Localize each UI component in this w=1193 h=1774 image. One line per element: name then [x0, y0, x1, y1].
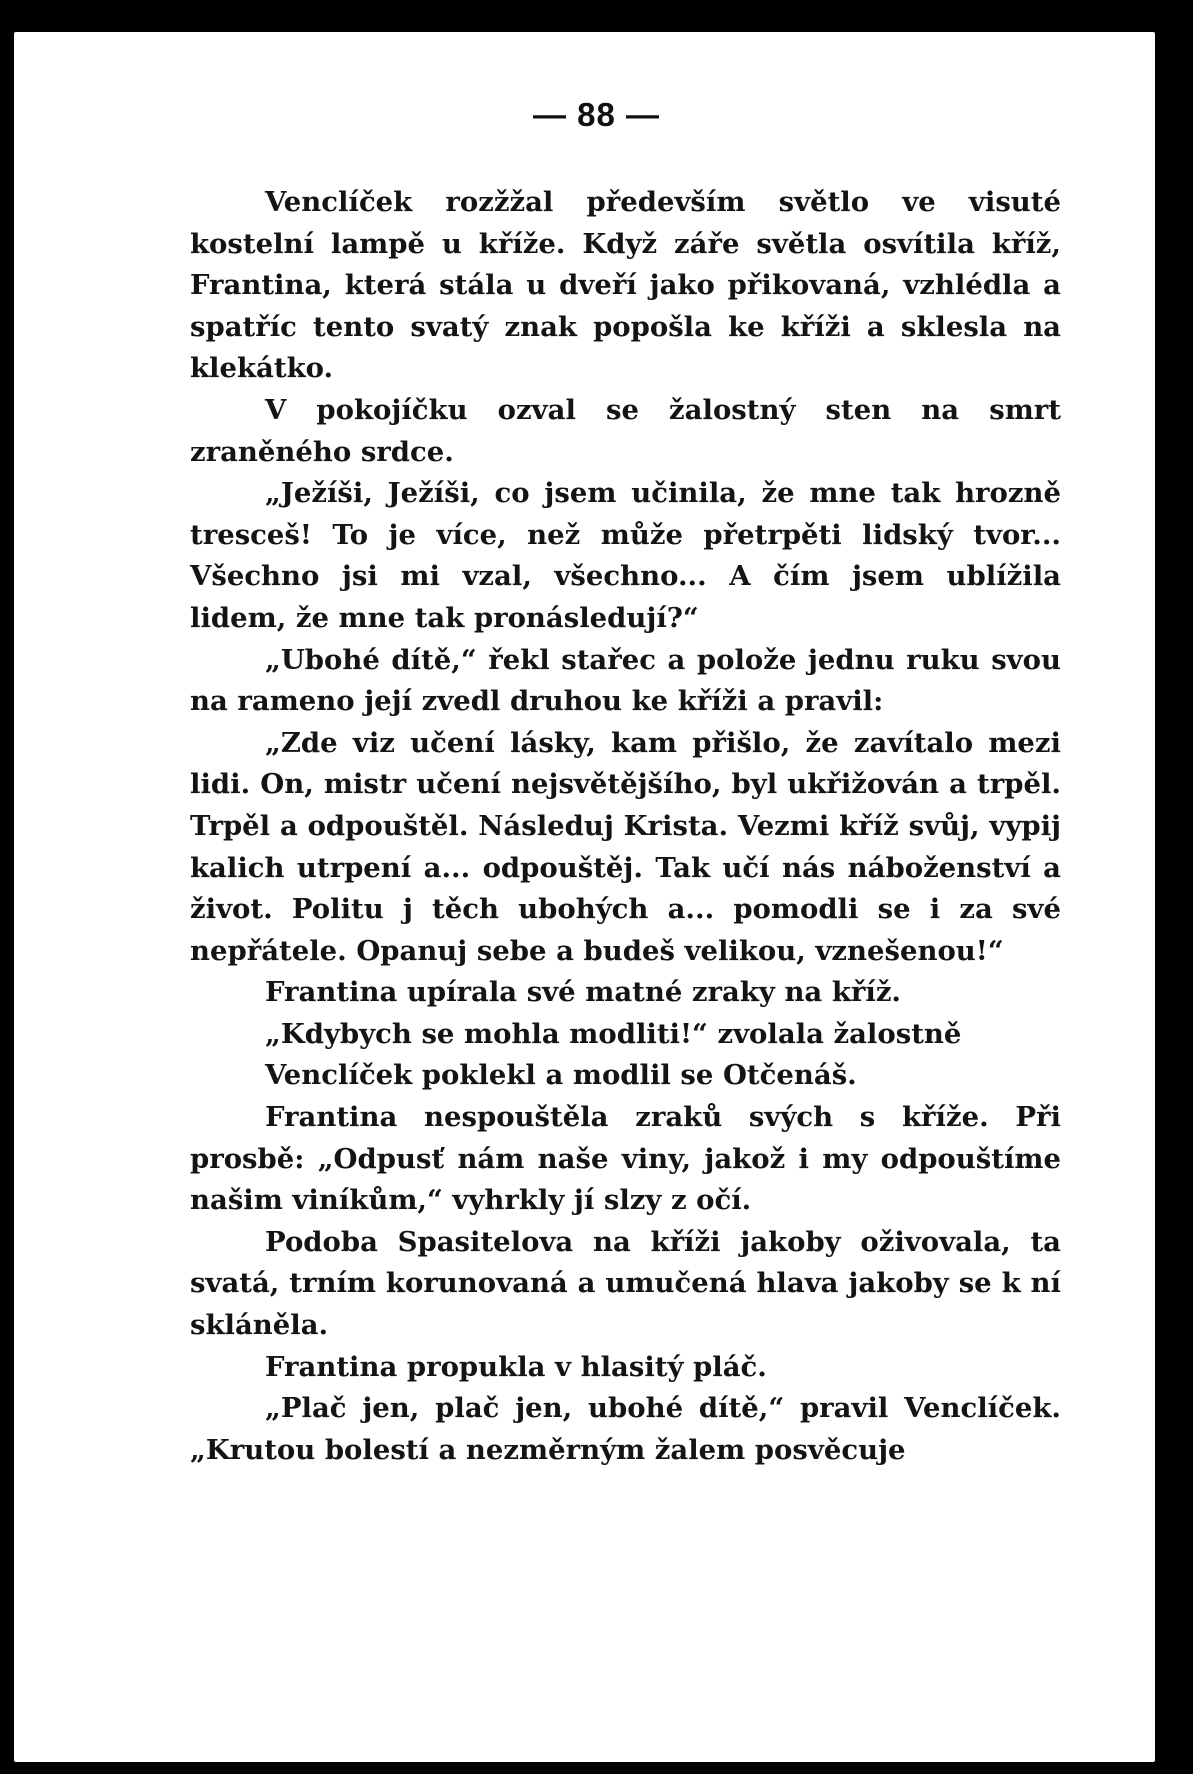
paragraph: Venclíček poklekl a modlil se Otčenáš. [265, 1059, 857, 1092]
paragraph: „Zde viz učení lásky, kam přišlo, že zavítalo mezi lidi. On, mistr učení nejsvětějšího, byl ukřižován a trpěl. Trpěl a odpouštěl. Následuj Krista. Vezmi kříž svůj, vypij kalich utrpení a... odpouštěj. Tak učí nás náboženství a život. Politu j těch ubohých a... pomodli se i za své nepřátele. Opanuj sebe a budeš velikou, vznešenou!“ [190, 726, 1061, 967]
paragraph: Frantina upírala své matné zraky na kříž. [265, 976, 902, 1009]
paragraph: Frantina propukla v hlasitý pláč. [265, 1350, 767, 1383]
scan-border-bottom [0, 1762, 1193, 1774]
paragraph: Venclíček rozžžal především světlo ve visuté kostelní lampě u kříže. Když záře světla osvítila kříž, Frantina, která stála u dveří jako přikovaná, vzhlédla a spatříc tento svatý znak popošla ke kříži a sklesla na klekátko. [190, 186, 1061, 385]
paragraph: Podoba Spasitelova na kříži jakoby oživovala, ta svatá, trním korunovaná a umučená hlava jakoby se k ní skláněla. [190, 1225, 1061, 1342]
body-text [190, 182, 1061, 1471]
paragraph: „Kdybych se mohla modliti!“ zvolala žalostně [265, 1017, 962, 1050]
paragraph: „Ubohé dítě,“ řekl stařec a polože jednu ruku svou na rameno její zvedl druhou ke kříži a pravil: [190, 643, 1061, 718]
paragraph: „Plač jen, plač jen, ubohé dítě,“ pravil Venclíček. „Krutou bolestí a nezměrným žalem posvěcuje [190, 1392, 1061, 1466]
scan-border-right [1163, 0, 1193, 1774]
paragraph: Frantina nespouštěla zraků svých s kříže. Při prosbě: „Odpusť nám naše viny, jakož i my odpouštíme našim viníkům,“ vyhrkly jí slzy z očí. [190, 1101, 1061, 1217]
paragraph: „Ježíši, Ježíši, co jsem učinila, že mne tak hrozně tresceš! To je více, než může přetrpěti lidský tvor... Všechno jsi mi vzal, všechno... A čím jsem ublížila lidem, že mne tak pronásledují?“ [190, 477, 1061, 634]
page-number: — 88 — [532, 96, 661, 133]
paragraph: V pokojíčku ozval se žalostný sten na smrt zraněného srdce. [190, 393, 1061, 468]
